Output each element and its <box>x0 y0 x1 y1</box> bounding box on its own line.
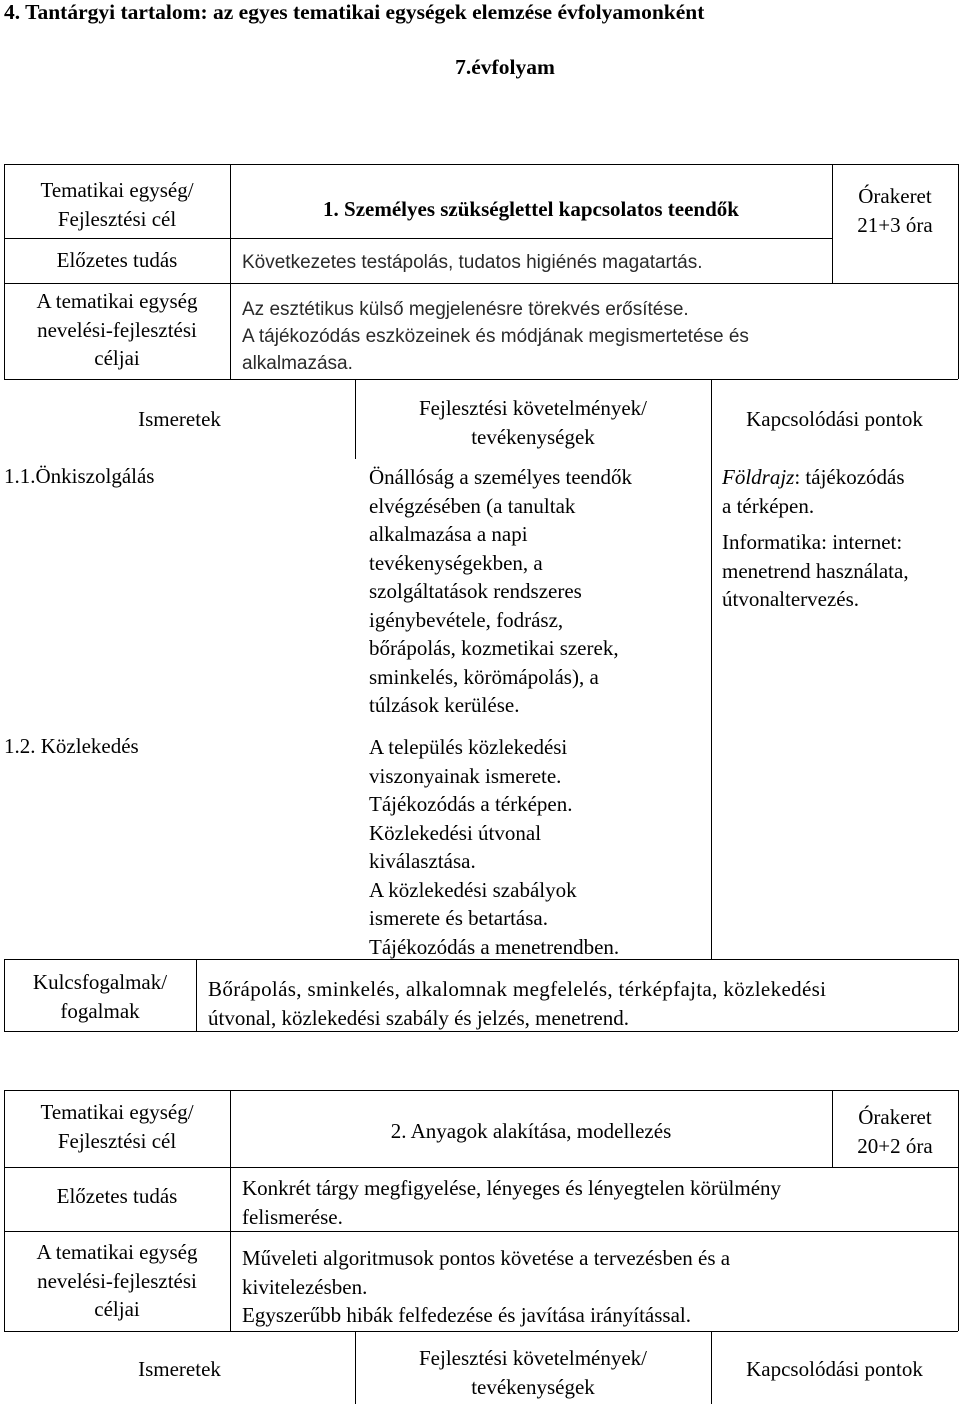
grade-title: 7.évfolyam <box>455 55 555 79</box>
unit2-goals: Műveleti algoritmusok pontos követése a tervezésben és a kivitelezésben. Egyszerűbb hibák felfedezése és javítása irányítással. <box>242 1246 731 1327</box>
unit-label: Tematikai egység/ Fejlesztési cél <box>40 178 194 231</box>
knowledge-header: Ismeretek <box>138 1357 221 1381</box>
unit1-prior-knowledge: Következetes testápolás, tudatos higiénés magatartás. <box>242 252 703 273</box>
unit1-hours <box>832 182 958 239</box>
prior-knowledge-label: Előzetes tudás <box>56 248 178 272</box>
dev-requirements-header: Fejlesztési követelmények/ tevékenységek <box>418 1346 648 1399</box>
topic-title: 1.1.Önkiszolgálás <box>4 464 155 488</box>
goals-label: A tematikai egység nevelési-fejlesztési céljai <box>36 289 198 370</box>
prior-knowledge-label: Előzetes tudás <box>56 1184 178 1208</box>
connection-subject: Földrajz <box>722 465 795 489</box>
connections-header: Kapcsolódási pontok <box>746 407 923 431</box>
section-heading: 4. Tantárgyi tartalom: az egyes tematikai egységek elemzése évfolyamonként <box>4 0 705 24</box>
topic-dev-list: A település közlekedési viszonyainak ismerete. Tájékozódás a térképen. Közlekedési útvonal kiválasztása. A közlekedési szabályok ismerete és betartása. Tájékozódás a menetrendben. <box>369 735 620 959</box>
topic-connections: Földrajz: tájékozódás a térképen. Informatika: internet: menetrend használata, útvonaltervezés. <box>722 465 909 611</box>
hours-label: Órakeret <box>858 1105 932 1129</box>
knowledge-header: Ismeretek <box>138 407 221 431</box>
hours-value: 21+3 óra <box>857 212 933 237</box>
goals-label: A tematikai egység nevelési-fejlesztési céljai <box>36 1240 198 1321</box>
topic-title: 1.2. Közlekedés <box>4 734 139 758</box>
connections-header: Kapcsolódási pontok <box>746 1357 923 1381</box>
keywords-label: Kulcsfogalmak/ fogalmak <box>32 970 168 1023</box>
hours-label: Órakeret <box>858 184 932 208</box>
unit1-goals: Az esztétikus külső megjelenésre törekvés erősítése. A tájékozódás eszközeinek és módjának megismertetése és alkalmazása. <box>242 299 749 374</box>
unit-label: Tematikai egység/ Fejlesztési cél <box>40 1100 194 1153</box>
topic-dev-list: Önállóság a személyes teendők elvégzésében (a tanultak alkalmazása a napi tevékenységekben, a szolgáltatások rendszeres igénybevétele, fodrász, bőrápolás, kozmetikai szerek, sminkelés, körömápolás), a túlzások kerülése. <box>369 465 632 717</box>
unit2-prior-knowledge: Konkrét tárgy megfigyelése, lényeges és lényegtelen körülmény felismerése. <box>242 1176 782 1229</box>
unit1-title: 1. Személyes szükséglettel kapcsolatos teendők <box>323 197 739 221</box>
dev-requirements-header: Fejlesztési követelmények/ tevékenységek <box>418 396 648 449</box>
unit2-title: 2. Anyagok alakítása, modellezés <box>390 1119 672 1143</box>
keywords-content: Bőrápolás, sminkelés, alkalomnak megfelelés, térképfajta, közlekedési útvonal, közlekedési szabály és jelzés, menetrend. <box>208 977 827 1030</box>
unit2-hours <box>832 1103 958 1160</box>
hours-value: 20+2 óra <box>857 1133 933 1158</box>
